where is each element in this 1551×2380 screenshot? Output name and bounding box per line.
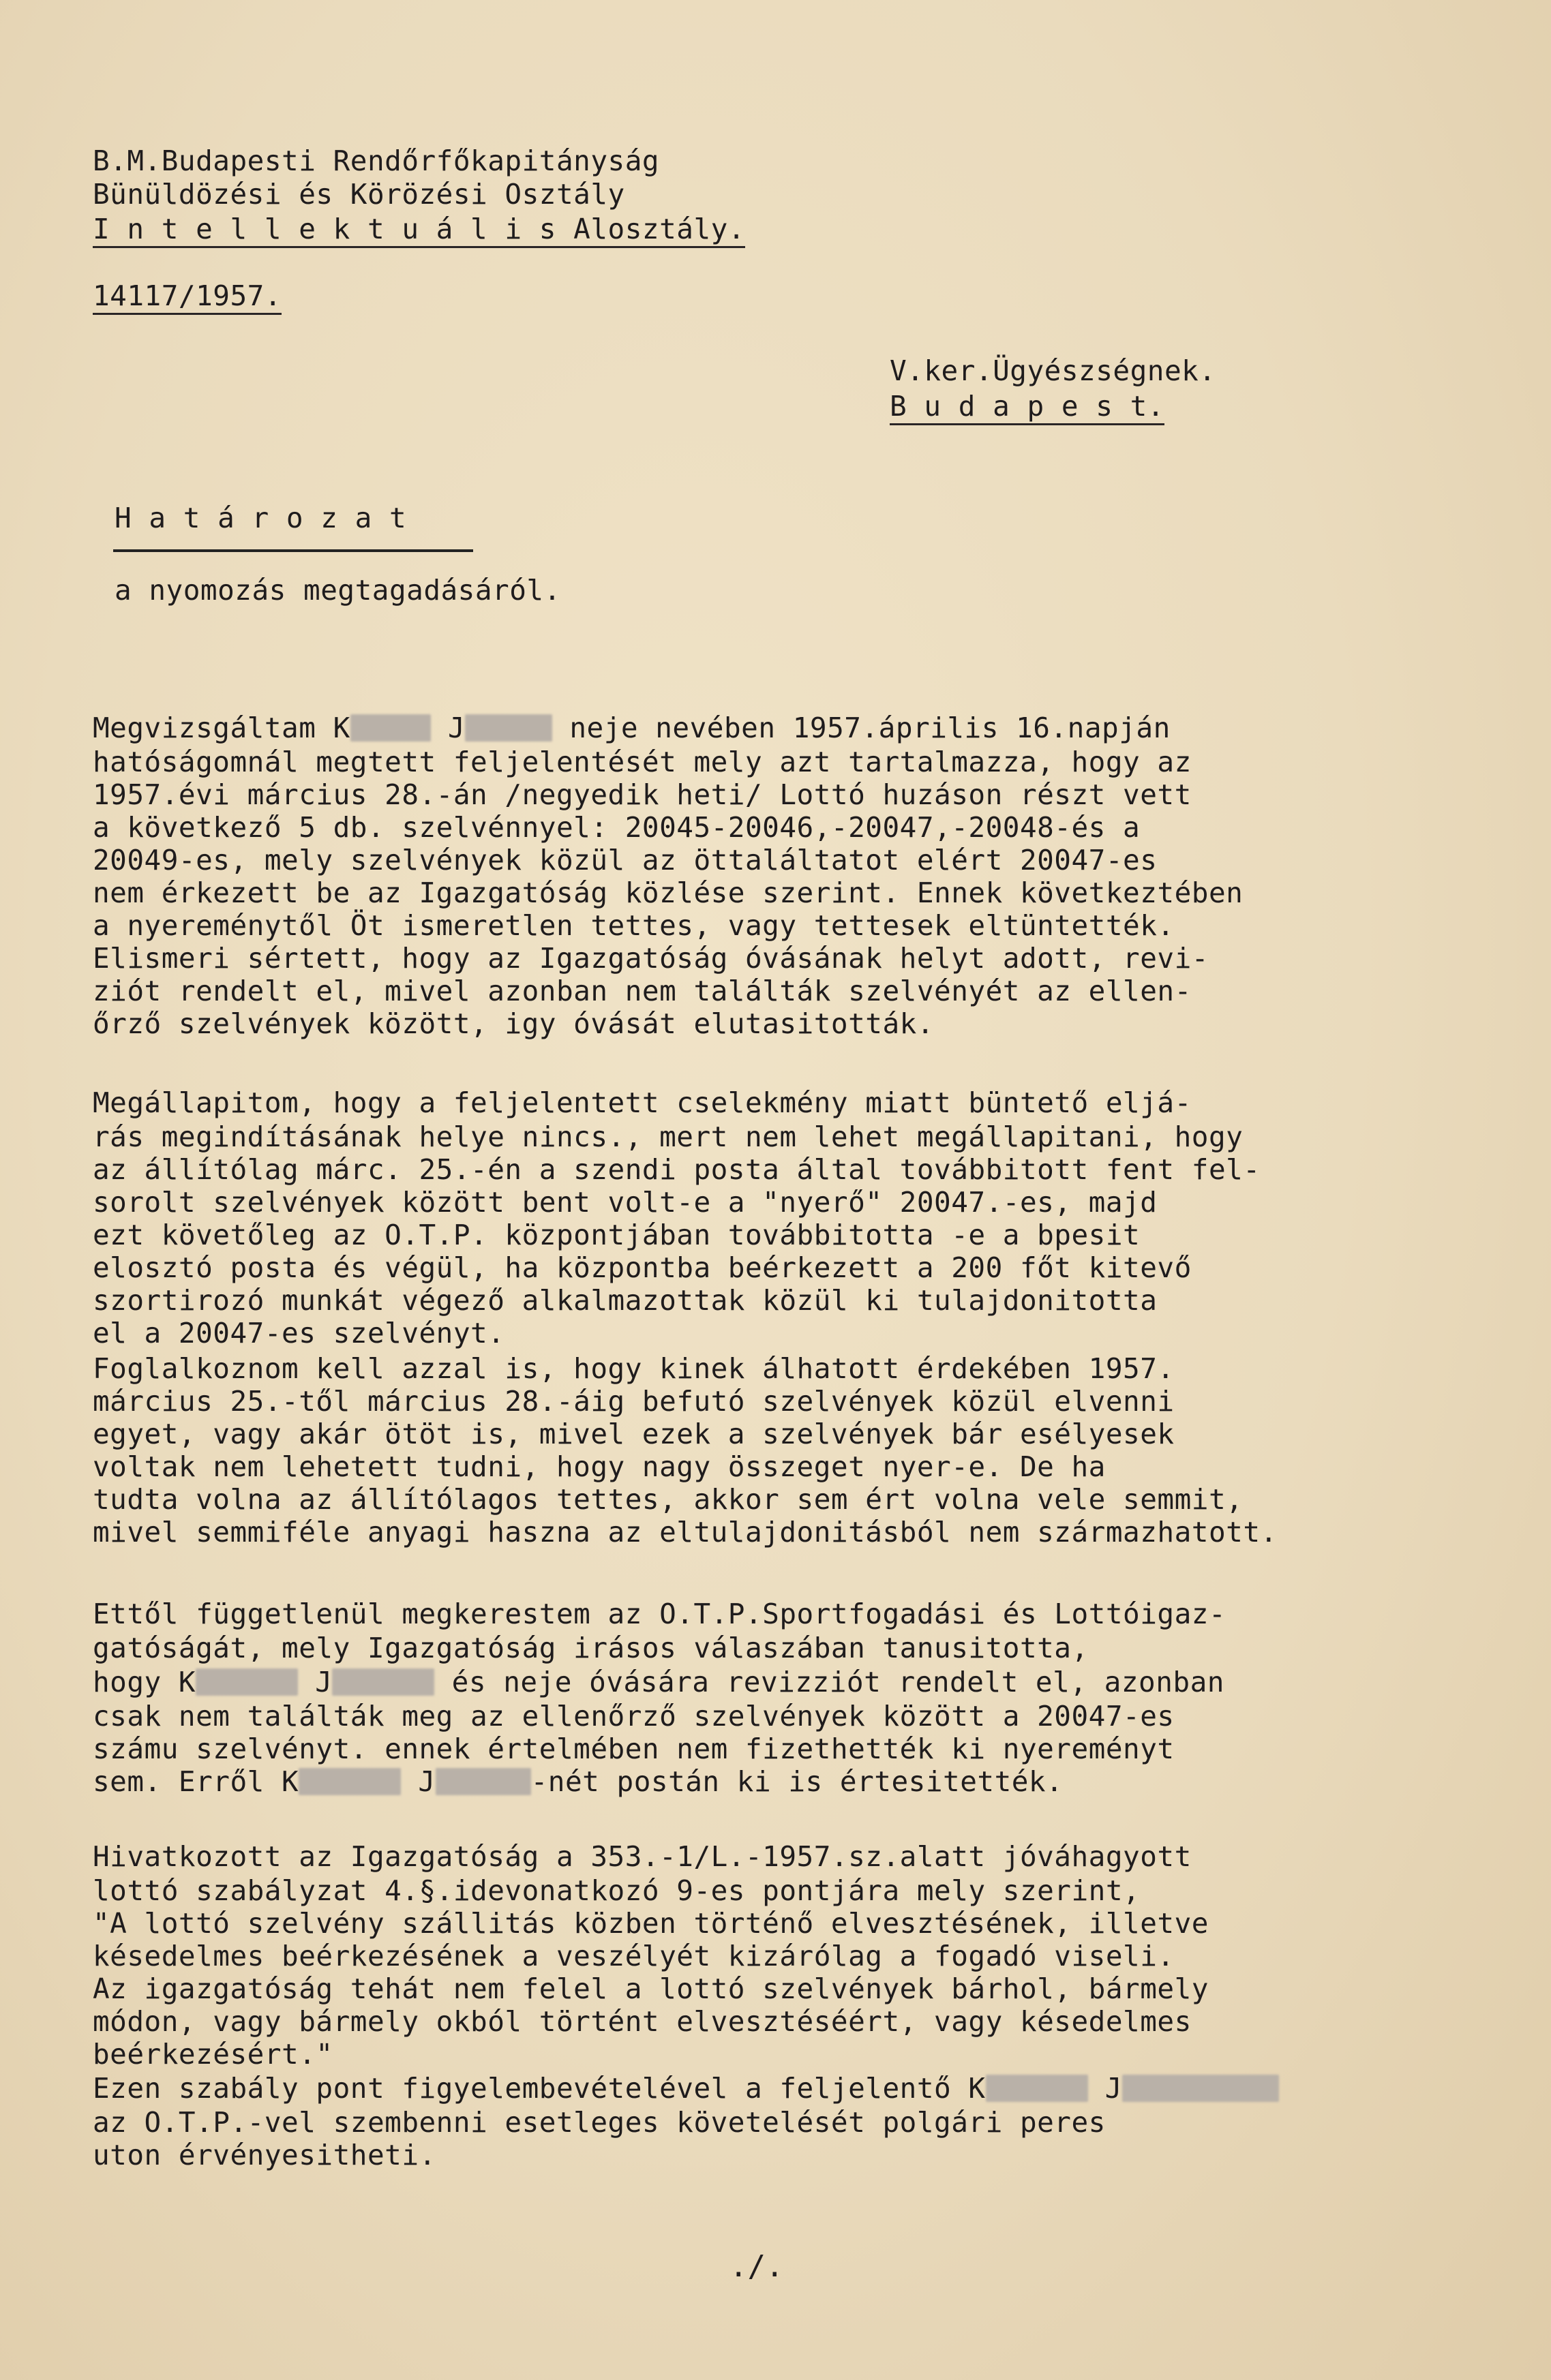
redacted-name <box>196 1668 298 1696</box>
p3-line-6-b: J <box>418 1765 436 1798</box>
p3-line-3-a: hogy K <box>93 1666 196 1698</box>
p1-line-1 <box>93 712 1171 744</box>
p2-line: tudta volna az állítólagos tettes, akkor sem ért volna vele semmit, <box>93 1483 1244 1516</box>
p4-line: lottó szabályzat 4.§.idevonatkozó 9-es pontjára mely szerint, <box>93 1874 1141 1907</box>
document-title: H a t á r o z a t <box>115 502 407 534</box>
p1-line: 20049-es, mely szelvények közül az öttaláltatot elért 20047-es <box>93 844 1158 876</box>
p3-line-6-c: -nét postán ki is értesitették. <box>530 1765 1064 1798</box>
p3-line-6-a: sem. Erről K <box>93 1765 299 1798</box>
p1-line: a nyereménytől Öt ismeretlen tettes, vagy tettesek eltüntették. <box>93 909 1175 942</box>
redacted-name <box>986 2075 1088 2102</box>
addressee-office: V.ker.Ügyészségnek. <box>890 354 1216 387</box>
p2-line: egyet, vagy akár ötöt is, mivel ezek a szelvények bár esélyesek <box>93 1418 1175 1450</box>
p4-line: Hivatkozott az Igazgatóság a 353.-1/L.-1957.sz.alatt jóváhagyott <box>93 1840 1192 1873</box>
redacted-name <box>465 714 552 742</box>
p1-line-1-b: J <box>447 712 466 744</box>
p4-line-8-a: Ezen szabály pont figyelembevételével a feljelentő K <box>93 2072 986 2105</box>
p2-line: rás megindításának helye nincs., mert nem lehet megállapitani, hogy <box>93 1120 1244 1153</box>
p2-line: mivel semmiféle anyagi haszna az eltulajdonitásból nem származhatott. <box>93 1516 1278 1548</box>
p4-line-8-b: J <box>1104 2072 1122 2105</box>
reference-number <box>93 279 282 312</box>
reference-number-text: 14117/1957. <box>93 279 282 315</box>
p2-line: sorolt szelvények között bent volt-e a "nyerő" 20047.-es, majd <box>93 1186 1158 1219</box>
p2-line: az állítólag márc. 25.-én a szendi posta által továbbitott fent fel- <box>93 1153 1261 1186</box>
p3-line: gatóságát, mely Igazgatóság irásos válaszában tanusitotta, <box>93 1632 1089 1664</box>
p3-line: csak nem találták meg az ellenőrző szelvények között a 20047-es <box>93 1700 1175 1733</box>
title-underline <box>113 549 473 552</box>
p2-line: el a 20047-es szelvényt. <box>93 1317 505 1349</box>
p4-line: uton érvényesitheti. <box>93 2139 436 2171</box>
p4-line: az O.T.P.-vel szembenni esetleges követelését polgári peres <box>93 2106 1106 2139</box>
p1-line: 1957.évi március 28.-án /negyedik heti/ Lottó huzáson részt vett <box>93 778 1192 811</box>
redacted-name <box>1122 2075 1279 2102</box>
redacted-name <box>332 1668 434 1696</box>
redacted-name <box>299 1768 401 1795</box>
p1-line-1-c: neje nevében 1957.április 16.napján <box>569 712 1171 744</box>
redacted-name <box>436 1768 531 1795</box>
p1-line-1-a: Megvizsgáltam K <box>93 712 350 744</box>
p3-line-3-c: és neje óvására revizziót rendelt el, azonban <box>451 1666 1224 1698</box>
p1-line: nem érkezett be az Igazgatóság közlése szerint. Ennek következtében <box>93 876 1244 909</box>
p3-line-3-b: J <box>315 1666 333 1698</box>
p4-line-8 <box>93 2072 1279 2105</box>
p3-line-6 <box>93 1765 1063 1798</box>
p2-line: március 25.-től március 28.-áig befutó szelvények közül elvenni <box>93 1385 1175 1418</box>
p4-line: "A lottó szelvény szállitás közben történő elvesztésének, illetve <box>93 1907 1209 1940</box>
p4-line: késedelmes beérkezésének a veszélyét kizárólag a fogadó viseli. <box>93 1940 1175 1972</box>
p1-line: Elismeri sértett, hogy az Igazgatóság óvásának helyt adott, revi- <box>93 942 1209 975</box>
p3-line: számu szelvényt. ennek értelmében nem fizethették ki nyereményt <box>93 1733 1175 1765</box>
p1-line: őrző szelvények között, igy óvását elutasitották. <box>93 1007 935 1040</box>
p1-line: ziót rendelt el, mivel azonban nem találták szelvényét az ellen- <box>93 975 1192 1007</box>
p2-line: elosztó posta és végül, ha központba beérkezett a 200 főt kitevő <box>93 1251 1192 1284</box>
addressee-city-text: B u d a p e s t. <box>890 390 1164 425</box>
p2-line: voltak nem lehetett tudni, hogy nagy összeget nyer-e. De ha <box>93 1450 1106 1483</box>
continuation-mark: ./. <box>729 2249 784 2284</box>
department-name: Bünüldözési és Körözési Osztály <box>93 178 625 211</box>
org-name: B.M.Budapesti Rendőrfőkapitányság <box>93 144 660 177</box>
p3-line: Ettől függetlenül megkerestem az O.T.P.Sportfogadási és Lottóigaz- <box>93 1598 1226 1630</box>
p2-line: Megállapitom, hogy a feljelentett cselekmény miatt büntető eljá- <box>93 1086 1192 1119</box>
document-subtitle: a nyomozás megtagadásáról. <box>115 574 561 607</box>
p4-line: Az igazgatóság tehát nem felel a lottó szelvények bárhol, bármely <box>93 1972 1209 2005</box>
p1-line: hatóságomnál megtett feljelentését mely azt tartalmazza, hogy az <box>93 746 1192 778</box>
p2-line: Foglalkoznom kell azzal is, hogy kinek álhatott érdekében 1957. <box>93 1352 1175 1385</box>
redacted-name <box>350 714 431 742</box>
p1-line: a következő 5 db. szelvénnyel: 20045-20046,-20047,-20048-és a <box>93 811 1141 844</box>
addressee-city <box>890 390 1164 423</box>
subdepartment-name <box>93 213 745 245</box>
p4-line: módon, vagy bármely okból történt elvesztéséért, vagy késedelmes <box>93 2005 1192 2038</box>
p3-line-3 <box>93 1666 1224 1698</box>
p2-line: ezt követőleg az O.T.P. központjában továbbitotta -e a bpesit <box>93 1219 1141 1251</box>
subdepartment-name-text: I n t e l l e k t u á l i s Alosztály. <box>93 213 745 248</box>
p2-line: szortirozó munkát végező alkalmazottak közül ki tulajdonitotta <box>93 1284 1158 1317</box>
p4-line: beérkezésért." <box>93 2038 333 2071</box>
